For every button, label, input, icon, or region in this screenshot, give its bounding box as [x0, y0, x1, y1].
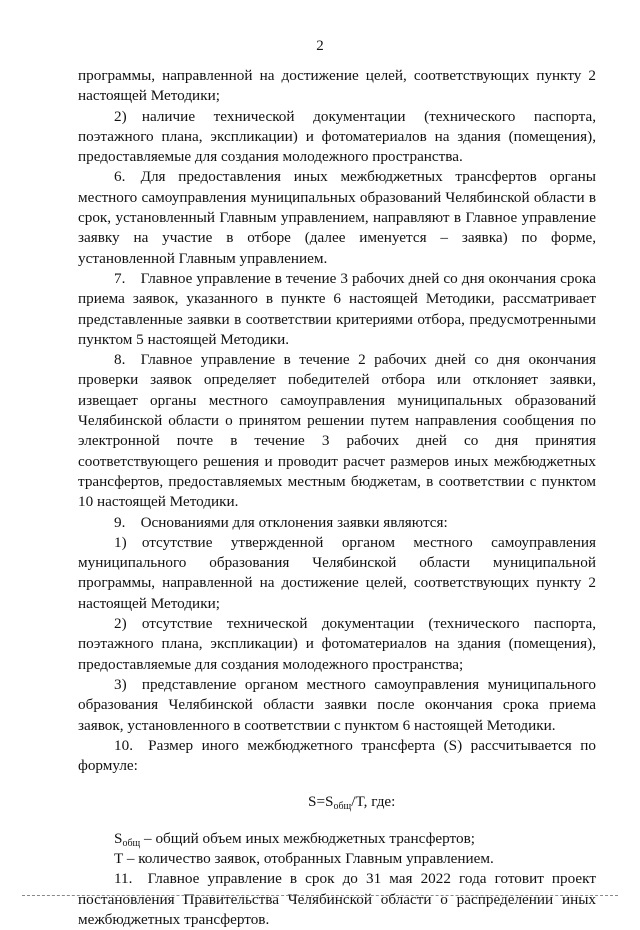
document-body [78, 66, 596, 930]
definition-text: – общий объем иных межбюджетных трансфертов; [140, 829, 475, 847]
paragraph-11: 11. Главное управление в срок до 31 мая 2022 года готовит проект постановления Правительства Челябинской области о распределении иных межбюджетных трансфертов. [78, 870, 596, 928]
list-item-2-documentation: 2) наличие технической документации (технического паспорта, поэтажного плана, экспликации) и фотоматериалов на здания (помещения), предоставляемые для создания молодежного пространства. [78, 107, 596, 166]
definition-symbol: S [114, 829, 123, 847]
paragraph-9: 9. Основаниями для отклонения заявки являются: [114, 513, 448, 531]
paragraph-10: 10. Размер иного межбюджетного трансферта (S) рассчитывается по формуле: [78, 736, 596, 775]
rejection-reason-3: 3) представление органом местного самоуправления муниципального образования Челябинской области заявки после окончания срока приема заявок, установленного в соответствии с пунктом 6 настоящей Методики. [78, 675, 596, 734]
definition-t [78, 849, 596, 869]
rejection-reason-2: 2) отсутствие технической документации (технического паспорта, поэтажного плана, экспликации) и фотоматериалов на здания (помещения), предоставляемые для создания молодежного пространства; [78, 615, 596, 673]
paragraph-6: 6. Для предоставления иных межбюджетных трансфертов органы местного самоуправления муниципальных образований Челябинской области в срок, установленный Главным управлением, направляют в Главное управление заявку на участие в отборе (далее именуется – заявка) по форме, установленной Главным управлением. [78, 168, 596, 267]
formula-subscript: общ [333, 801, 352, 813]
definition-symbol: T [114, 849, 124, 867]
definition-subscript: общ [122, 837, 141, 849]
definition-text: – количество заявок, отобранных Главным управлением. [123, 849, 494, 867]
formula-rhs: /T, где: [351, 793, 396, 811]
paragraph-8: 8. Главное управление в течение 2 рабочих дней со дня окончания проверки заявок определяет победителей отбора или отклоняет заявки, извещает органы местного самоуправления муниципальных образований Челябинской области о принятом решении путем направления сообщения по электронной почте в течение 3 рабочих дней со дня принятия соответствующего решения и проводит расчет размеров иных межбюджетных трансфертов, предоставляемых местным бюджетам, в соответствии с пунктом 10 настоящей Методики. [78, 351, 596, 511]
rejection-reason-1: 1) отсутствие утвержденной органом местного самоуправления муниципального образования Челябинской области муниципальной программы, направленной на достижение целей, соответствующих пункту 2 настоящей Методики; [78, 533, 596, 612]
paragraph-continuation: программы, направленной на достижение целей, соответствующих пункту 2 настоящей Методики; [78, 67, 596, 105]
paragraph-7: 7. Главное управление в течение 3 рабочих дней со дня окончания срока приема заявок, указанного в пункте 6 настоящей Методики, рассматривает представленные заявки в соответствии критериями отбора, предусмотренными пунктом 5 настоящей Методики. [78, 269, 596, 348]
formula-lhs: S=S [308, 793, 334, 811]
page-number: 2 [316, 38, 324, 54]
bottom-divider [22, 895, 618, 896]
definition-s-total [78, 829, 596, 849]
formula [78, 792, 596, 812]
